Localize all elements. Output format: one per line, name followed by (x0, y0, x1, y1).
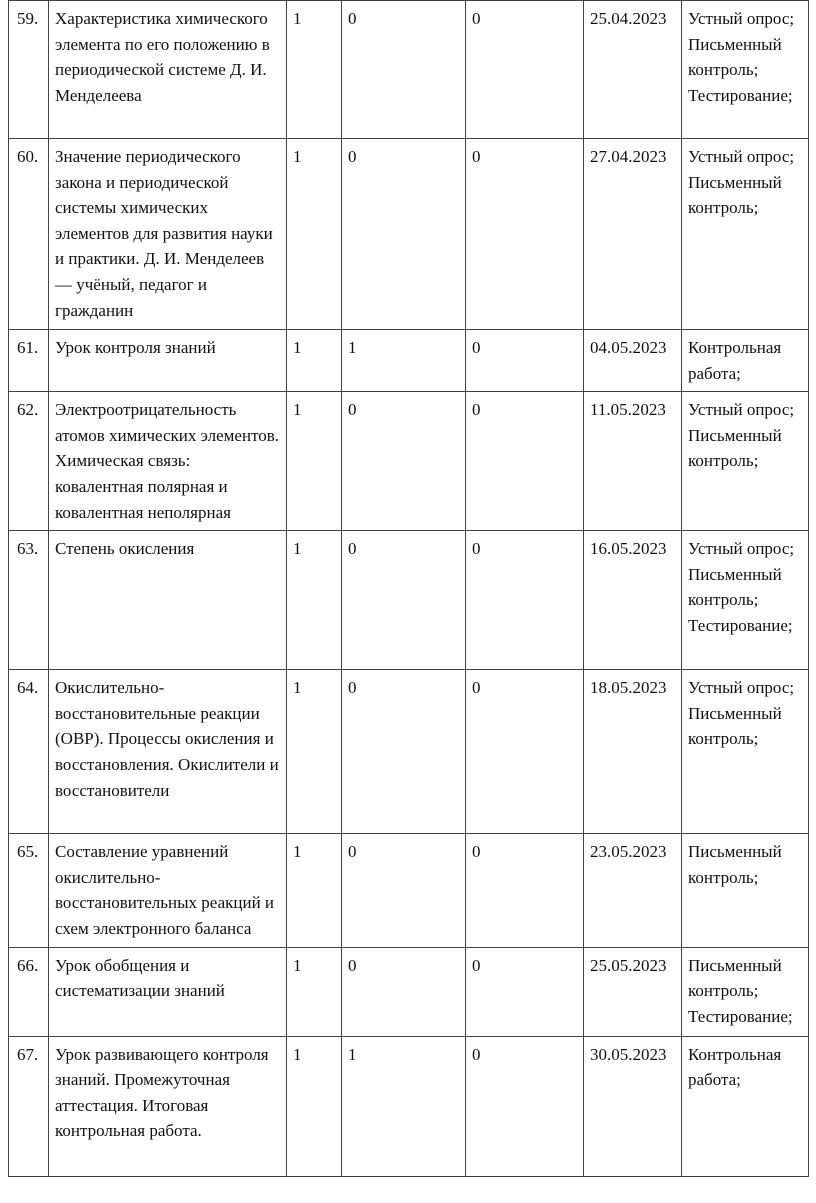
lesson-date: 16.05.2023 (584, 531, 682, 670)
hours-total: 1 (287, 670, 342, 834)
control-forms: Устный опрос; Письменный контроль; (682, 670, 809, 834)
table-row (9, 1, 809, 139)
lesson-date: 18.05.2023 (584, 670, 682, 834)
row-number: 63. (9, 531, 49, 670)
hours-practical: 0 (466, 139, 584, 330)
hours-practical: 0 (466, 531, 584, 670)
table-row (9, 330, 809, 392)
lesson-topic: Урок обобщения и систематизации знаний (49, 947, 287, 1036)
lesson-date: 25.04.2023 (584, 1, 682, 139)
hours-total: 1 (287, 330, 342, 392)
hours-control: 1 (342, 1036, 466, 1176)
table-row (9, 1036, 809, 1176)
hours-total: 1 (287, 1036, 342, 1176)
table-row (9, 139, 809, 330)
hours-practical: 0 (466, 392, 584, 531)
hours-practical: 0 (466, 834, 584, 947)
hours-practical: 0 (466, 1036, 584, 1176)
row-number: 60. (9, 139, 49, 330)
lesson-plan-table (8, 0, 809, 1177)
lesson-date: 30.05.2023 (584, 1036, 682, 1176)
hours-total: 1 (287, 392, 342, 531)
row-number: 67. (9, 1036, 49, 1176)
control-forms: Устный опрос; Письменный контроль; Тестирование; (682, 1, 809, 139)
lesson-date: 11.05.2023 (584, 392, 682, 531)
hours-control: 0 (342, 531, 466, 670)
hours-total: 1 (287, 1, 342, 139)
hours-practical: 0 (466, 1, 584, 139)
lesson-topic: Степень окисления (49, 531, 287, 670)
control-forms: Контрольная работа; (682, 1036, 809, 1176)
lesson-date: 23.05.2023 (584, 834, 682, 947)
hours-total: 1 (287, 531, 342, 670)
hours-total: 1 (287, 139, 342, 330)
row-number: 64. (9, 670, 49, 834)
row-number: 66. (9, 947, 49, 1036)
lesson-date: 27.04.2023 (584, 139, 682, 330)
lesson-topic: Окислительно-восстановительные реакции (ОВР). Процессы окисления и восстановления. Окислители и восстановители (49, 670, 287, 834)
table-row (9, 834, 809, 947)
hours-practical: 0 (466, 947, 584, 1036)
lesson-date: 25.05.2023 (584, 947, 682, 1036)
hours-control: 0 (342, 1, 466, 139)
lesson-date: 04.05.2023 (584, 330, 682, 392)
hours-practical: 0 (466, 670, 584, 834)
hours-total: 1 (287, 834, 342, 947)
lesson-topic: Значение периодического закона и периодической системы химических элементов для развития науки и практики. Д. И. Менделеев — учёный, педагог и гражданин (49, 139, 287, 330)
control-forms: Устный опрос; Письменный контроль; (682, 392, 809, 531)
lesson-topic: Урок развивающего контроля знаний. Промежуточная аттестация. Итоговая контрольная работа. (49, 1036, 287, 1176)
lesson-topic: Урок контроля знаний (49, 330, 287, 392)
table-row (9, 947, 809, 1036)
table-row (9, 670, 809, 834)
hours-control: 0 (342, 834, 466, 947)
row-number: 61. (9, 330, 49, 392)
control-forms: Письменный контроль; Тестирование; (682, 947, 809, 1036)
control-forms: Устный опрос; Письменный контроль; (682, 139, 809, 330)
row-number: 59. (9, 1, 49, 139)
hours-total: 1 (287, 947, 342, 1036)
table-row (9, 392, 809, 531)
control-forms: Контрольная работа; (682, 330, 809, 392)
lesson-topic: Составление уравнений окислительно-восстановительных реакций и схем электронного баланса (49, 834, 287, 947)
hours-control: 0 (342, 139, 466, 330)
lesson-topic: Электроотрицательность атомов химических элементов. Химическая связь: ковалентная полярная и ковалентная неполярная (49, 392, 287, 531)
lesson-topic: Характеристика химического элемента по его положению в периодической системе Д. И. Менделеева (49, 1, 287, 139)
table-row (9, 531, 809, 670)
hours-control: 0 (342, 947, 466, 1036)
hours-practical: 0 (466, 330, 584, 392)
hours-control: 0 (342, 670, 466, 834)
control-forms: Письменный контроль; (682, 834, 809, 947)
hours-control: 1 (342, 330, 466, 392)
control-forms: Устный опрос; Письменный контроль; Тестирование; (682, 531, 809, 670)
row-number: 65. (9, 834, 49, 947)
row-number: 62. (9, 392, 49, 531)
hours-control: 0 (342, 392, 466, 531)
